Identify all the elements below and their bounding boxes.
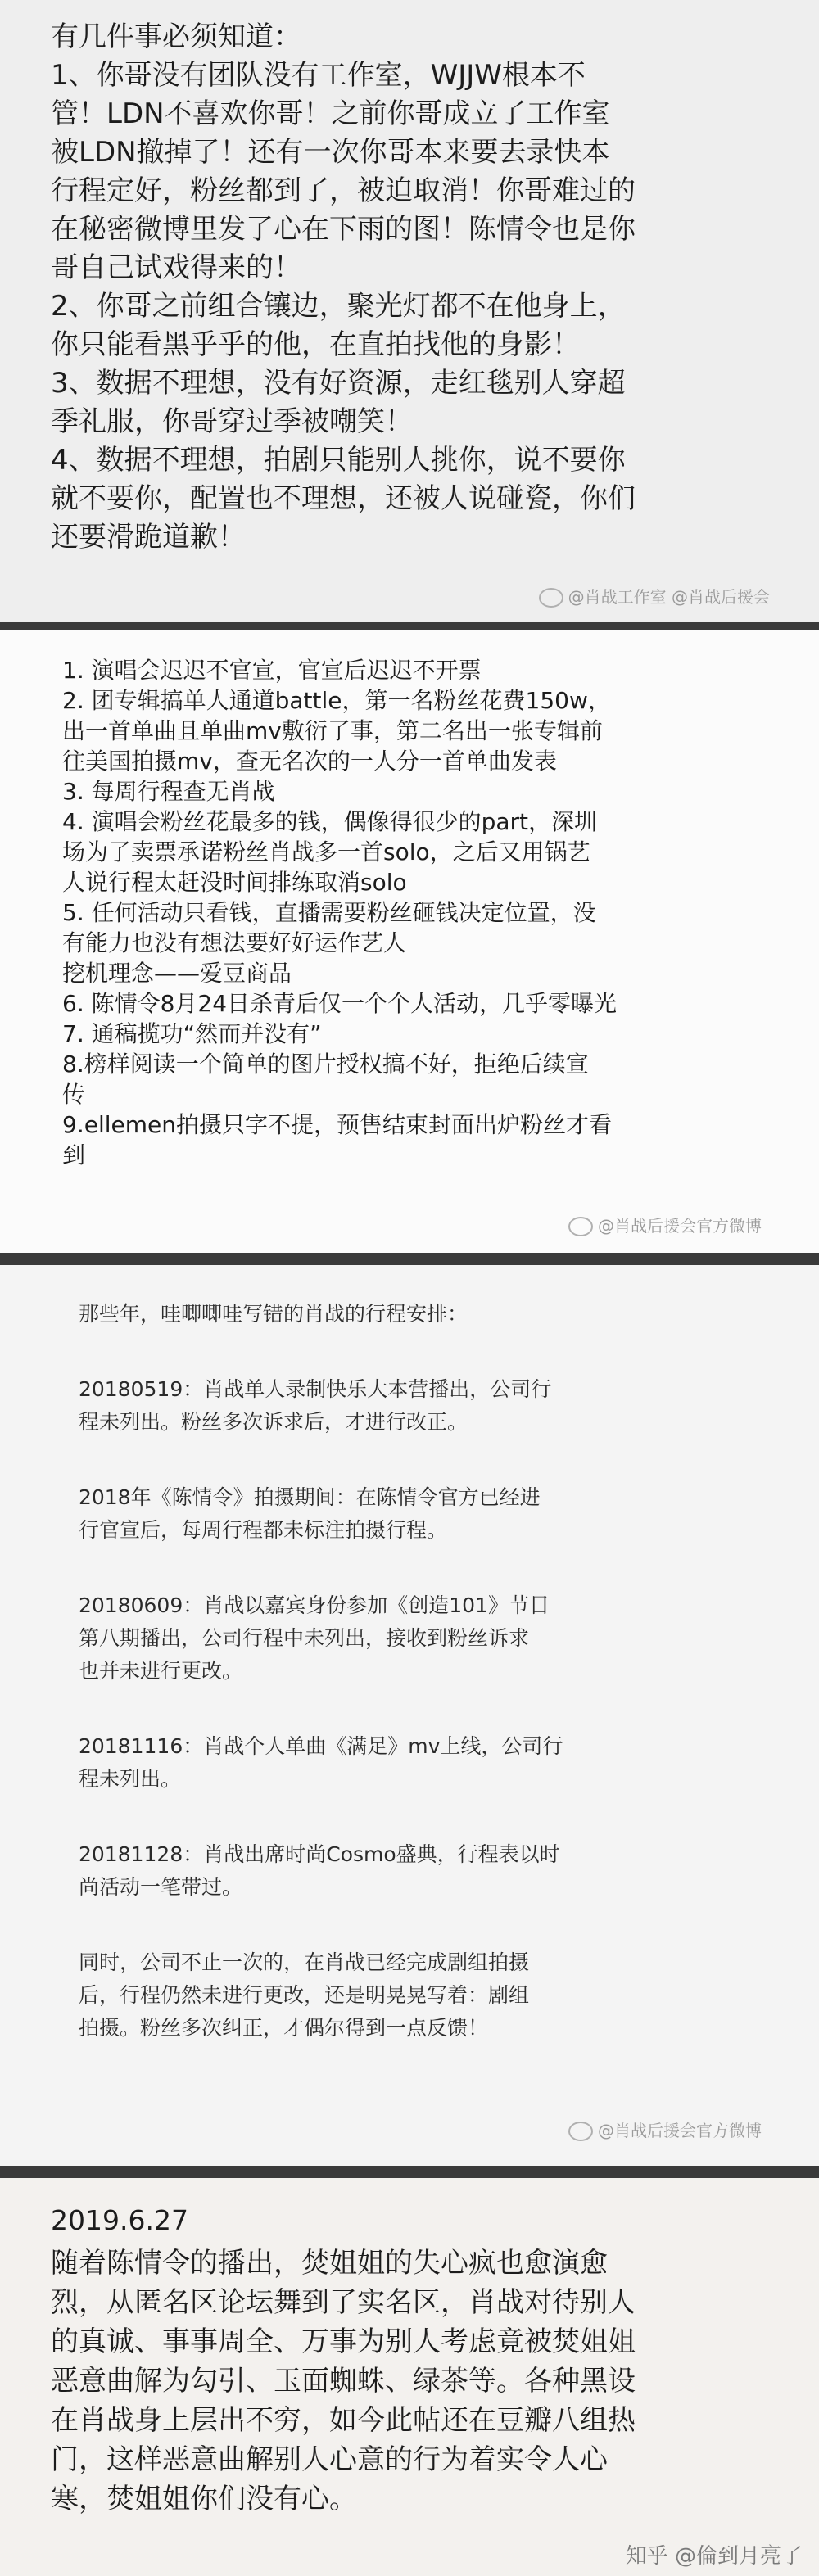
text-line: 行官宣后，每周行程都未标注拍摄行程。 — [79, 1518, 448, 1542]
schedule-paragraphs — [79, 1298, 819, 2045]
text-line: 你只能看黑乎乎的他，在直拍找他的身影！ — [51, 328, 580, 361]
text-line: 2、你哥之前组合镶边，聚光灯都不在他身上， — [51, 290, 626, 323]
text-line: 4. 演唱会粉丝花最多的钱，偶像得很少的part，深圳 — [62, 808, 598, 835]
text-line: 在秘密微博里发了心在下雨的图！陈情令也是你 — [51, 213, 636, 246]
text-line: 1、你哥没有团队没有工作室，WJJW根本不 — [51, 59, 586, 92]
text-line: 4、数据不理想，拍剧只能别人挑你，说不要你 — [51, 444, 626, 477]
screenshot-panel-2 — [0, 630, 819, 1253]
text-line: 恶意曲解为勾引、玉面蜘蛛、绿茶等。各种黑设 — [51, 2365, 636, 2397]
weibo-icon — [568, 1217, 593, 1236]
text-line: 有能力也没有想法要好好运作艺人 — [62, 929, 407, 956]
weibo-watermark: @肖战后援会官方微博 — [568, 1213, 762, 1237]
text-line: 在肖战身上层出不穷，如今此帖还在豆瓣八组热 — [51, 2404, 636, 2437]
text-line: 还要滑跪道歉！ — [51, 521, 246, 554]
text-line: 第八期播出，公司行程中未列出，接收到粉丝诉求 — [79, 1626, 530, 1650]
post-body — [51, 2244, 819, 2519]
text-line: 管！LDN不喜欢你哥！之前你哥成立了工作室 — [51, 97, 610, 130]
text-line: 尚活动一笔带过。 — [79, 1875, 243, 1899]
text-line: 2018年《陈情令》拍摄期间：在陈情令官方已经进 — [79, 1485, 541, 1509]
text-line: 有几件事必须知道： — [51, 20, 301, 53]
text-line: 到 — [62, 1141, 86, 1168]
text-line: 被LDN撤掉了！还有一次你哥本来要去录快本 — [51, 136, 610, 169]
text-line: 3、数据不理想，没有好资源，走红毯别人穿超 — [51, 367, 626, 400]
text-line: 1. 演唱会迟迟不官宣，官宣后迟迟不开票 — [62, 657, 482, 684]
text-line: 3. 每周行程查无肖战 — [62, 778, 275, 805]
text-line: 20180519：肖战单人录制快乐大本营播出，公司行 — [79, 1377, 552, 1401]
text-line: 场为了卖票承诺粉丝肖战多一首solo，之后又用锅艺 — [62, 838, 590, 865]
text-line: 那些年，哇唧唧哇写错的肖战的行程安排： — [79, 1302, 468, 1326]
text-block-list — [62, 655, 819, 1170]
text-line: 同时，公司不止一次的，在肖战已经完成剧组拍摄 — [79, 1950, 530, 1974]
text-line: 5. 任何活动只看钱，直播需要粉丝砸钱决定位置，没 — [62, 899, 596, 926]
schedule-paragraph — [79, 1373, 819, 1439]
text-line: 随着陈情令的播出，焚姐姐的失心疯也愈演愈 — [51, 2247, 608, 2280]
text-block-list — [51, 18, 819, 557]
schedule-paragraph — [79, 1298, 819, 1331]
text-line: 往美国拍摄mv，查无名次的一人分一首单曲发表 — [62, 748, 557, 775]
text-line: 9.ellemen拍摄只字不提，预售结束封面出炉粉丝才看 — [62, 1111, 612, 1138]
text-line: 程未列出。 — [79, 1767, 182, 1791]
text-line: 就不要你，配置也不理想，还被人说碰瓷，你们 — [51, 482, 636, 515]
text-line: 人说行程太赶没时间排练取消solo — [62, 869, 407, 896]
schedule-paragraph — [79, 1838, 819, 1904]
weibo-watermark: @肖战后援会官方微博 — [568, 2117, 762, 2142]
text-line: 出一首单曲且单曲mv敷衍了事，第二名出一张专辑前 — [62, 717, 603, 744]
text-line: 行程定好，粉丝都到了，被迫取消！你哥难过的 — [51, 174, 636, 207]
text-line: 2. 团专辑搞单人通道battle，第一名粉丝花费150w， — [62, 687, 611, 714]
text-line: 程未列出。粉丝多次诉求后，才进行改正。 — [79, 1410, 468, 1434]
text-line: 门，这样恶意曲解别人心意的行为着实令人心 — [51, 2443, 608, 2476]
text-line: 后，行程仍然未进行更改，还是明晃晃写着：剧组 — [79, 1983, 530, 2007]
screenshot-panel-1 — [0, 0, 819, 622]
schedule-paragraph — [79, 1589, 819, 1688]
text-line: 6. 陈情令8月24日杀青后仅一个个人活动，几乎零曝光 — [62, 990, 618, 1017]
weibo-icon — [539, 588, 563, 608]
text-line: 哥自己试戏得来的！ — [51, 251, 301, 284]
text-line: 7. 通稿揽功“然而并没有” — [62, 1020, 322, 1047]
weibo-icon — [568, 2122, 593, 2141]
text-line: 20181116：肖战个人单曲《满足》mv上线，公司行 — [79, 1734, 563, 1758]
schedule-paragraph — [79, 1730, 819, 1796]
schedule-paragraph — [79, 1481, 819, 1547]
text-line: 8.榜样阅读一个简单的图片授权搞不好，拒绝后续宣 — [62, 1051, 589, 1078]
text-line: 20181128：肖战出席时尚Cosmo盛典，行程表以时 — [79, 1842, 560, 1866]
text-line: 20180609：肖战以嘉宾身份参加《创造101》节目 — [79, 1593, 550, 1617]
text-line: 挖机理念——爱豆商品 — [62, 960, 292, 987]
screenshot-panel-4 — [0, 2178, 819, 2576]
text-line: 拍摄。粉丝多次纠正，才偶尔得到一点反馈！ — [79, 2016, 489, 2040]
text-line: 季礼服，你哥穿过季被嘲笑！ — [51, 405, 413, 438]
text-line: 传 — [62, 1081, 86, 1108]
text-line: 也并未进行更改。 — [79, 1659, 243, 1683]
screenshot-panel-3 — [0, 1265, 819, 2166]
text-line: 烈，从匿名区论坛舞到了实名区，肖战对待别人 — [51, 2286, 636, 2319]
post-date: 2019.6.27 — [51, 2204, 188, 2236]
weibo-watermark: @肖战工作室 @肖战后援会 — [539, 584, 770, 608]
schedule-paragraph — [79, 1946, 819, 2045]
text-line: 的真诚、事事周全、万事为别人考虑竟被焚姐姐 — [51, 2325, 636, 2358]
zhihu-watermark: 知乎 @倫到月亮了 — [625, 2544, 803, 2569]
text-line: 寒，焚姐姐你们没有心。 — [51, 2483, 357, 2515]
